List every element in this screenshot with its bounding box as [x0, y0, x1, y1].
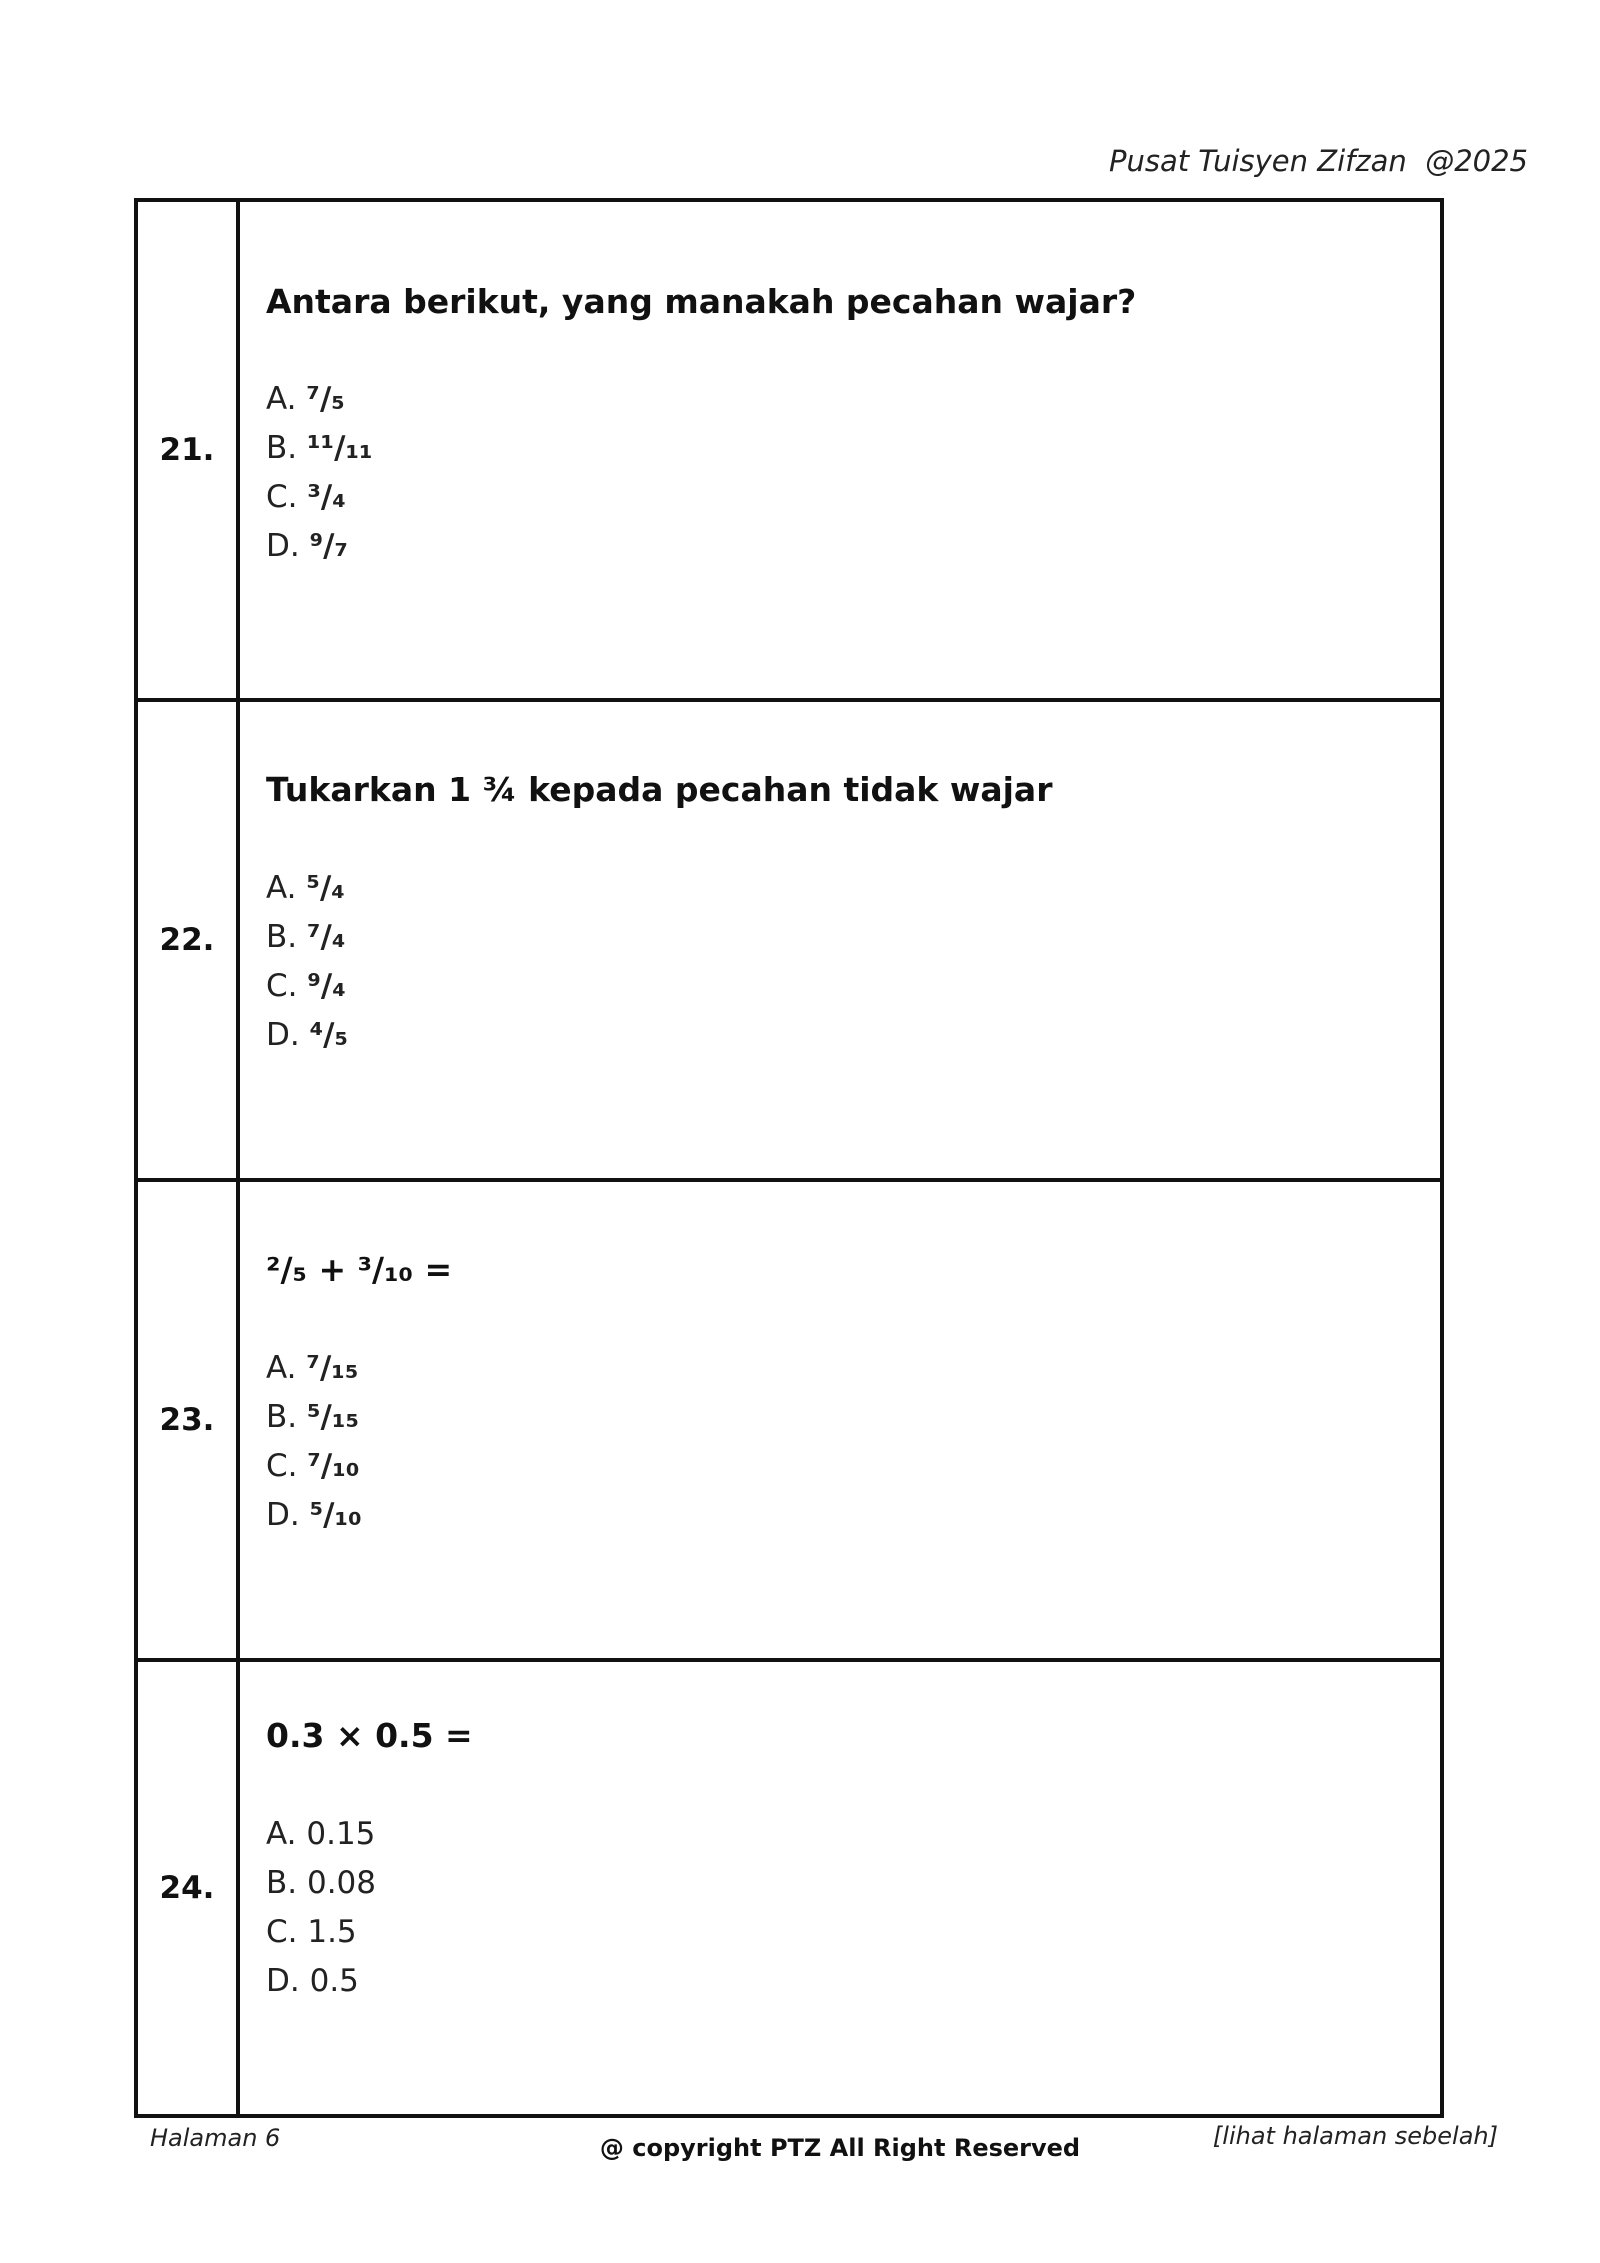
- question-number: 24.: [159, 1870, 215, 1906]
- option-value: ⁴/₅: [309, 1017, 349, 1053]
- option-a: [266, 1344, 362, 1393]
- options-list: [266, 375, 373, 571]
- option-value: 1.5: [307, 1914, 357, 1950]
- option-d: [266, 1491, 362, 1540]
- option-value: 0.5: [309, 1963, 359, 1999]
- question-number: 22.: [159, 922, 215, 958]
- options-list: [266, 1344, 362, 1540]
- option-value: ⁵/₄: [306, 870, 345, 906]
- option-letter: D.: [266, 528, 310, 564]
- option-b: [266, 913, 348, 962]
- option-value: ⁷/₁₀: [307, 1448, 360, 1484]
- next-page-note: [lihat halaman sebelah]: [1212, 2122, 1498, 2150]
- option-c: [266, 473, 373, 522]
- question-text: Antara berikut, yang manakah pecahan wajar?: [266, 282, 1137, 321]
- option-b: [266, 1859, 376, 1908]
- option-letter: C.: [266, 968, 308, 1004]
- question-text: Tukarkan 1 ¾ kepada pecahan tidak wajar: [266, 770, 1053, 809]
- option-b: [266, 424, 373, 473]
- question-text: 0.3 × 0.5 =: [266, 1716, 473, 1755]
- option-letter: B.: [266, 1865, 307, 1901]
- options-list: [266, 1810, 376, 2006]
- option-value: ⁷/₅: [306, 381, 345, 417]
- option-value: ³/₄: [307, 479, 346, 515]
- option-d: [266, 522, 373, 571]
- option-value: ⁹/₄: [307, 968, 346, 1004]
- option-c: [266, 1442, 362, 1491]
- option-value: 0.15: [306, 1816, 376, 1852]
- copyright-notice: @ copyright PTZ All Right Reserved: [599, 2134, 1081, 2162]
- option-letter: D.: [266, 1963, 310, 1999]
- option-a: [266, 864, 348, 913]
- question-table: [134, 198, 1444, 2118]
- option-value: ¹¹/₁₁: [306, 430, 373, 466]
- option-letter: D.: [266, 1497, 310, 1533]
- option-value: ⁵/₁₀: [309, 1497, 362, 1533]
- option-letter: A.: [266, 381, 307, 417]
- option-d: [266, 1011, 348, 1060]
- option-value: 0.08: [306, 1865, 377, 1901]
- option-value: ⁷/₁₅: [306, 1350, 359, 1386]
- question-body: [240, 202, 1440, 698]
- option-d: [266, 1957, 376, 2006]
- question-row-24: [138, 1662, 1440, 2114]
- question-row-22: [138, 702, 1440, 1182]
- option-c: [266, 962, 348, 1011]
- option-letter: D.: [266, 1017, 310, 1053]
- question-row-21: [138, 202, 1440, 702]
- page-number: Halaman 6: [150, 2124, 281, 2152]
- option-value: ⁹/₇: [309, 528, 349, 564]
- option-letter: C.: [266, 479, 308, 515]
- question-text: ²/₅ + ³/₁₀ =: [266, 1250, 453, 1289]
- question-number-cell: [138, 702, 240, 1178]
- header-brand: Pusat Tuisyen Zifzan @2025: [1108, 144, 1528, 178]
- option-a: [266, 1810, 376, 1859]
- question-row-23: [138, 1182, 1440, 1662]
- question-body: [240, 702, 1440, 1178]
- option-letter: B.: [266, 1399, 307, 1435]
- question-number: 23.: [159, 1402, 215, 1438]
- option-letter: B.: [266, 919, 307, 955]
- option-value: ⁵/₁₅: [306, 1399, 360, 1435]
- option-c: [266, 1908, 376, 1957]
- question-body: [240, 1662, 1440, 2114]
- option-letter: C.: [266, 1448, 308, 1484]
- option-letter: A.: [266, 1350, 307, 1386]
- options-list: [266, 864, 348, 1060]
- option-b: [266, 1393, 362, 1442]
- option-letter: A.: [266, 1816, 307, 1852]
- question-number-cell: [138, 1182, 240, 1658]
- question-number-cell: [138, 1662, 240, 2114]
- option-letter: A.: [266, 870, 307, 906]
- question-number-cell: [138, 202, 240, 698]
- option-a: [266, 375, 373, 424]
- question-number: 21.: [159, 432, 215, 468]
- option-value: ⁷/₄: [306, 919, 346, 955]
- question-body: [240, 1182, 1440, 1658]
- option-letter: B.: [266, 430, 307, 466]
- option-letter: C.: [266, 1914, 308, 1950]
